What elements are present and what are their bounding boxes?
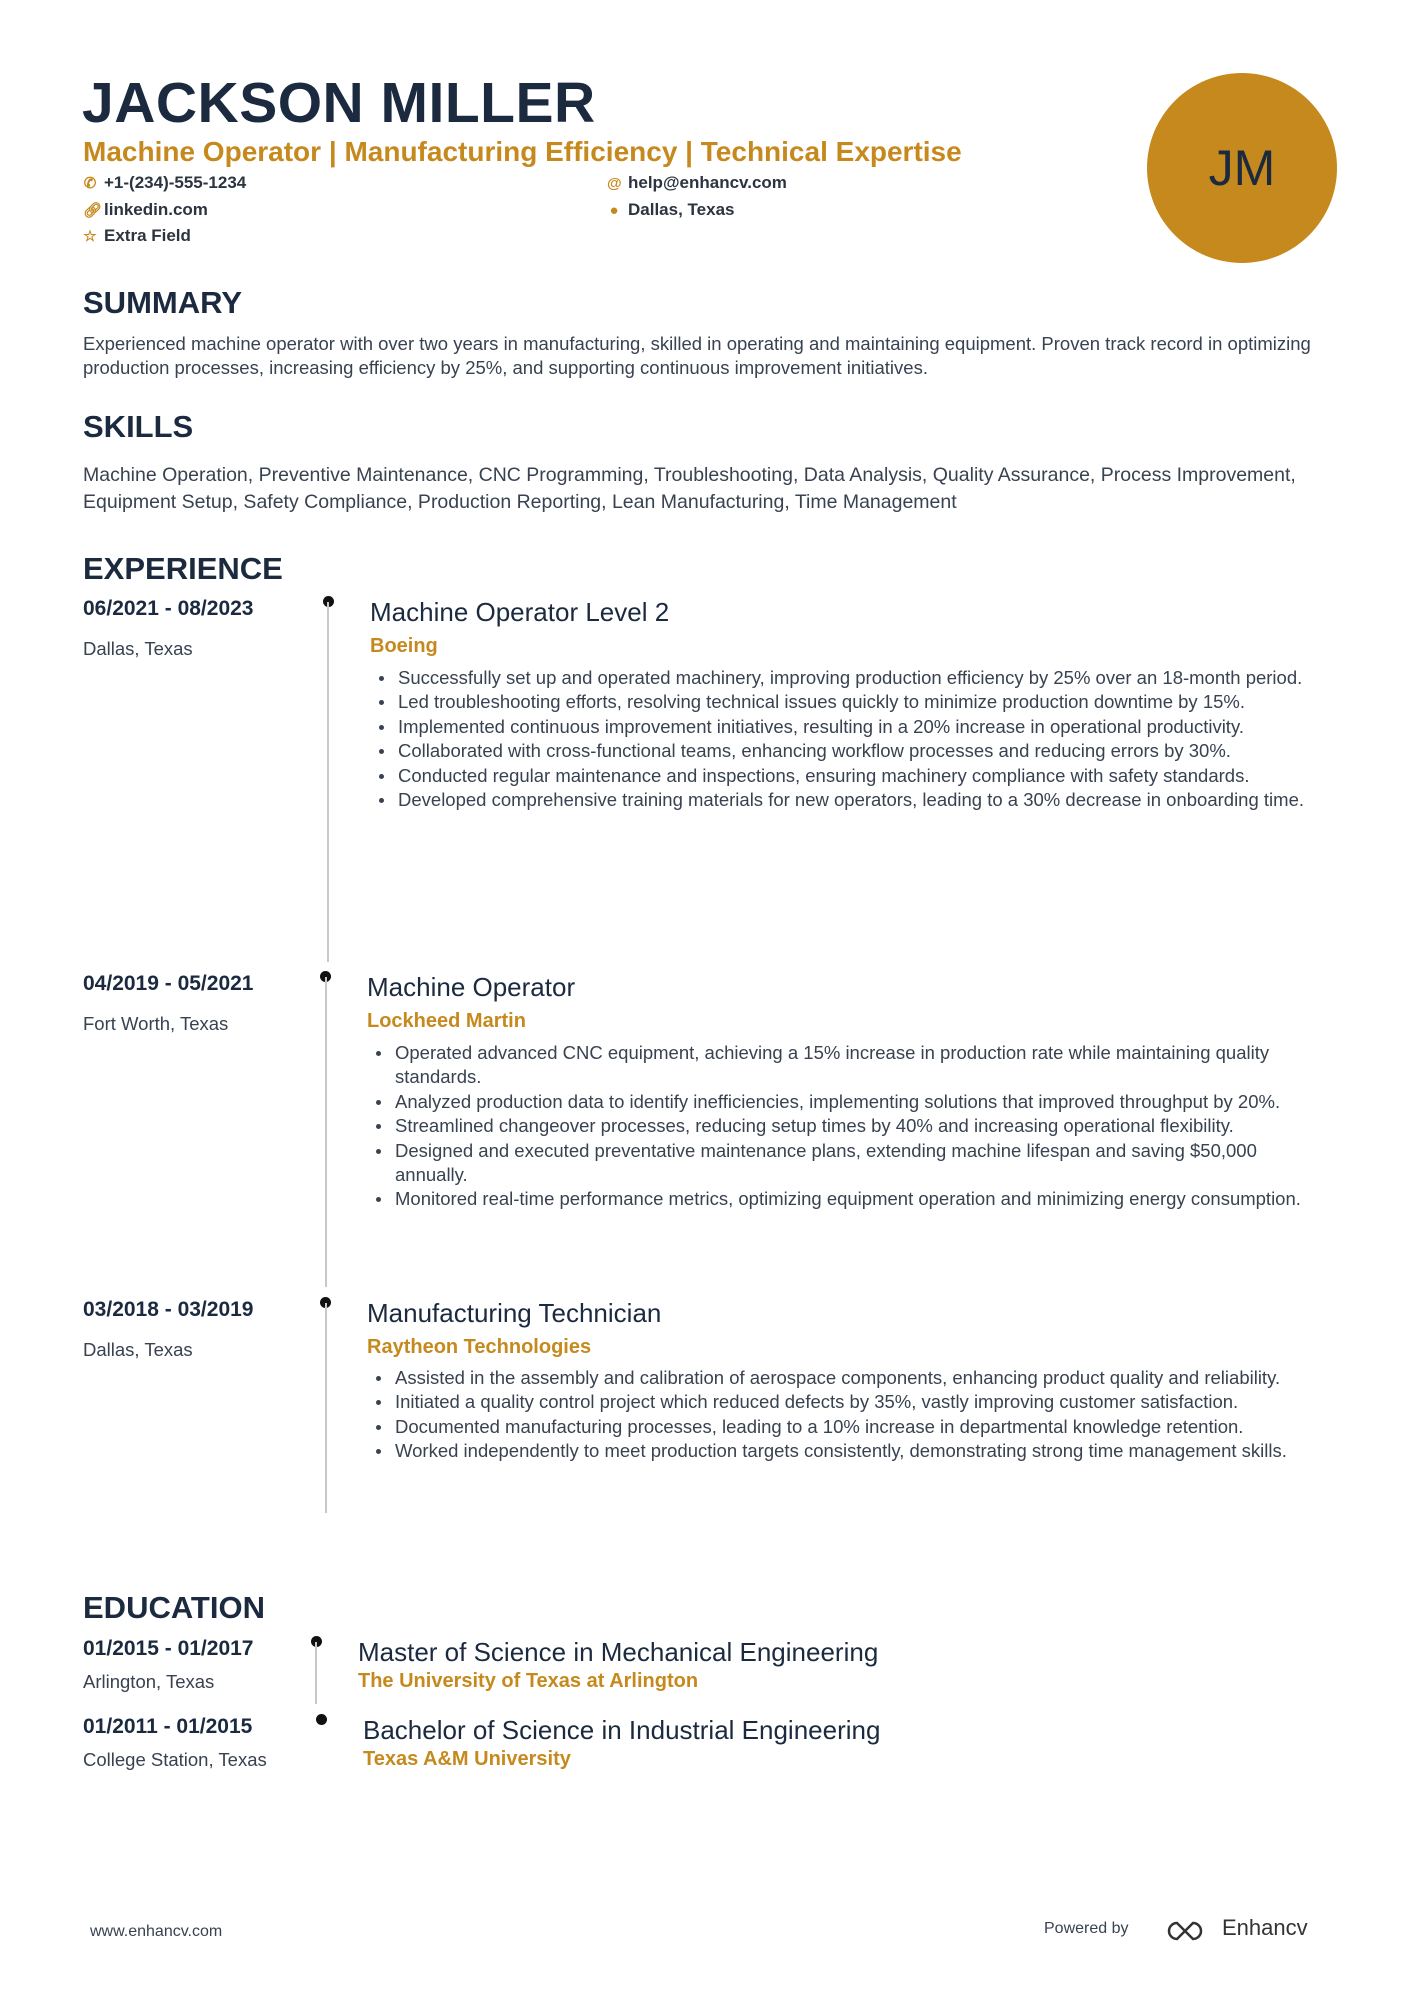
bullet: Initiated a quality control project which reduced defects by 35%, vastly improving customer satisfaction. <box>367 1390 1332 1414</box>
job-dates: 04/2019 - 05/2021 <box>83 972 254 995</box>
degree-title: Master of Science in Mechanical Engineering <box>358 1637 879 1667</box>
job-location: Dallas, Texas <box>83 638 193 659</box>
job-title: Machine Operator Level 2 <box>370 597 670 627</box>
link-icon: 🔗︎ <box>83 202 103 219</box>
email-link[interactable]: help@enhancv.com <box>628 173 787 192</box>
bullet: Documented manufacturing processes, leading to a 10% increase in departmental knowledge retention. <box>367 1415 1332 1439</box>
degree-title: Bachelor of Science in Industrial Engineering <box>363 1715 881 1745</box>
education-location: Arlington, Texas <box>83 1671 215 1692</box>
bullet: Streamlined changeover processes, reducing setup times by 40% and increasing operational flexibility. <box>367 1114 1332 1138</box>
company-name: Lockheed Martin <box>367 1010 526 1032</box>
bullet: Monitored real-time performance metrics, optimizing equipment operation and minimizing energy consumption. <box>367 1187 1332 1211</box>
contact-extra <box>83 226 191 246</box>
job-location: Fort Worth, Texas <box>83 1013 229 1034</box>
bullet: Operated advanced CNC equipment, achieving a 15% increase in production rate while maintaining quality standards. <box>367 1041 1332 1090</box>
headline: Machine Operator | Manufacturing Efficiency | Technical Expertise <box>83 136 962 167</box>
education-dates: 01/2015 - 01/2017 <box>83 1637 254 1660</box>
bullet: Successfully set up and operated machinery, improving production efficiency by 25% over an 18-month period. <box>370 666 1332 690</box>
section-heading-summary: SUMMARY <box>83 285 243 320</box>
linkedin-link[interactable]: linkedin.com <box>104 200 208 219</box>
school-name: The University of Texas at Arlington <box>358 1670 699 1692</box>
bullet: Implemented continuous improvement initiatives, resulting in a 20% increase in operational productivity. <box>370 715 1332 739</box>
avatar-initials: JM <box>1208 140 1276 196</box>
job-bullets <box>367 1041 1332 1212</box>
company-name: Raytheon Technologies <box>367 1336 592 1358</box>
school-name: Texas A&M University <box>363 1748 571 1770</box>
enhancv-logo-icon <box>1163 1918 1209 1944</box>
bullet: Developed comprehensive training materials for new operators, leading to a 30% decrease in onboarding time. <box>370 788 1332 812</box>
job-title: Manufacturing Technician <box>367 1298 662 1328</box>
bullet: Collaborated with cross-functional teams, enhancing workflow processes and reducing errors by 30%. <box>370 739 1332 763</box>
bullet: Worked independently to meet production targets consistently, demonstrating strong time management skills. <box>367 1439 1332 1463</box>
job-bullets <box>367 1366 1332 1464</box>
contact-linkedin[interactable] <box>83 200 208 220</box>
section-heading-experience: EXPERIENCE <box>83 551 283 586</box>
extra-field-text: Extra Field <box>104 226 191 245</box>
timeline-line <box>325 977 327 1287</box>
section-heading-skills: SKILLS <box>83 409 194 444</box>
timeline-line <box>325 1303 327 1513</box>
education-location: College Station, Texas <box>83 1749 267 1770</box>
contact-email[interactable] <box>607 173 787 193</box>
skills-text: Machine Operation, Preventive Maintenance, CNC Programming, Troubleshooting, Data Analysis, Quality Assurance, Process Improvement, Equipment Setup, Safety Compliance, Production Reporting, Lean Manufacturing, Time Management <box>83 464 1296 513</box>
avatar <box>1147 73 1337 263</box>
job-dates: 06/2021 - 08/2023 <box>83 597 254 620</box>
contact-phone <box>83 173 246 193</box>
timeline-line <box>327 602 329 962</box>
job-dates: 03/2018 - 03/2019 <box>83 1298 254 1321</box>
location-text: Dallas, Texas <box>628 200 735 219</box>
map-pin-icon: ● <box>609 201 619 219</box>
timeline-dot <box>316 1714 327 1725</box>
job-location: Dallas, Texas <box>83 1339 193 1360</box>
company-name: Boeing <box>370 635 438 657</box>
phone-icon: ✆ <box>83 175 97 192</box>
summary-text: Experienced machine operator with over two years in manufacturing, skilled in operating and maintaining equipment. Proven track record in optimizing production processes, increasing efficiency by 25%, and supporting continuous improvement initiatives. <box>83 333 1311 378</box>
contact-location <box>607 200 734 220</box>
bullet: Assisted in the assembly and calibration of aerospace components, enhancing product quality and reliability. <box>367 1366 1332 1390</box>
footer-website[interactable]: www.enhancv.com <box>90 1923 223 1940</box>
job-bullets <box>370 666 1332 812</box>
bullet: Led troubleshooting efforts, resolving technical issues quickly to minimize production downtime by 15%. <box>370 690 1332 714</box>
bullet: Conducted regular maintenance and inspections, ensuring machinery compliance with safety standards. <box>370 764 1332 788</box>
section-heading-education: EDUCATION <box>83 1590 265 1625</box>
job-title: Machine Operator <box>367 972 576 1002</box>
powered-by-label: Powered by <box>1044 1920 1129 1937</box>
candidate-name: JACKSON MILLER <box>82 71 596 135</box>
bullet: Analyzed production data to identify inefficiencies, implementing solutions that improved throughput by 20%. <box>367 1090 1332 1114</box>
phone-text: +1-(234)-555-1234 <box>104 173 247 192</box>
star-icon: ☆ <box>83 228 97 245</box>
education-dates: 01/2011 - 01/2015 <box>83 1715 253 1738</box>
timeline-line <box>315 1642 317 1704</box>
enhancv-brand[interactable]: Enhancv <box>1222 1915 1308 1940</box>
at-icon: @ <box>607 174 622 192</box>
bullet: Designed and executed preventative maintenance plans, extending machine lifespan and saving $50,000 annually. <box>367 1139 1332 1188</box>
